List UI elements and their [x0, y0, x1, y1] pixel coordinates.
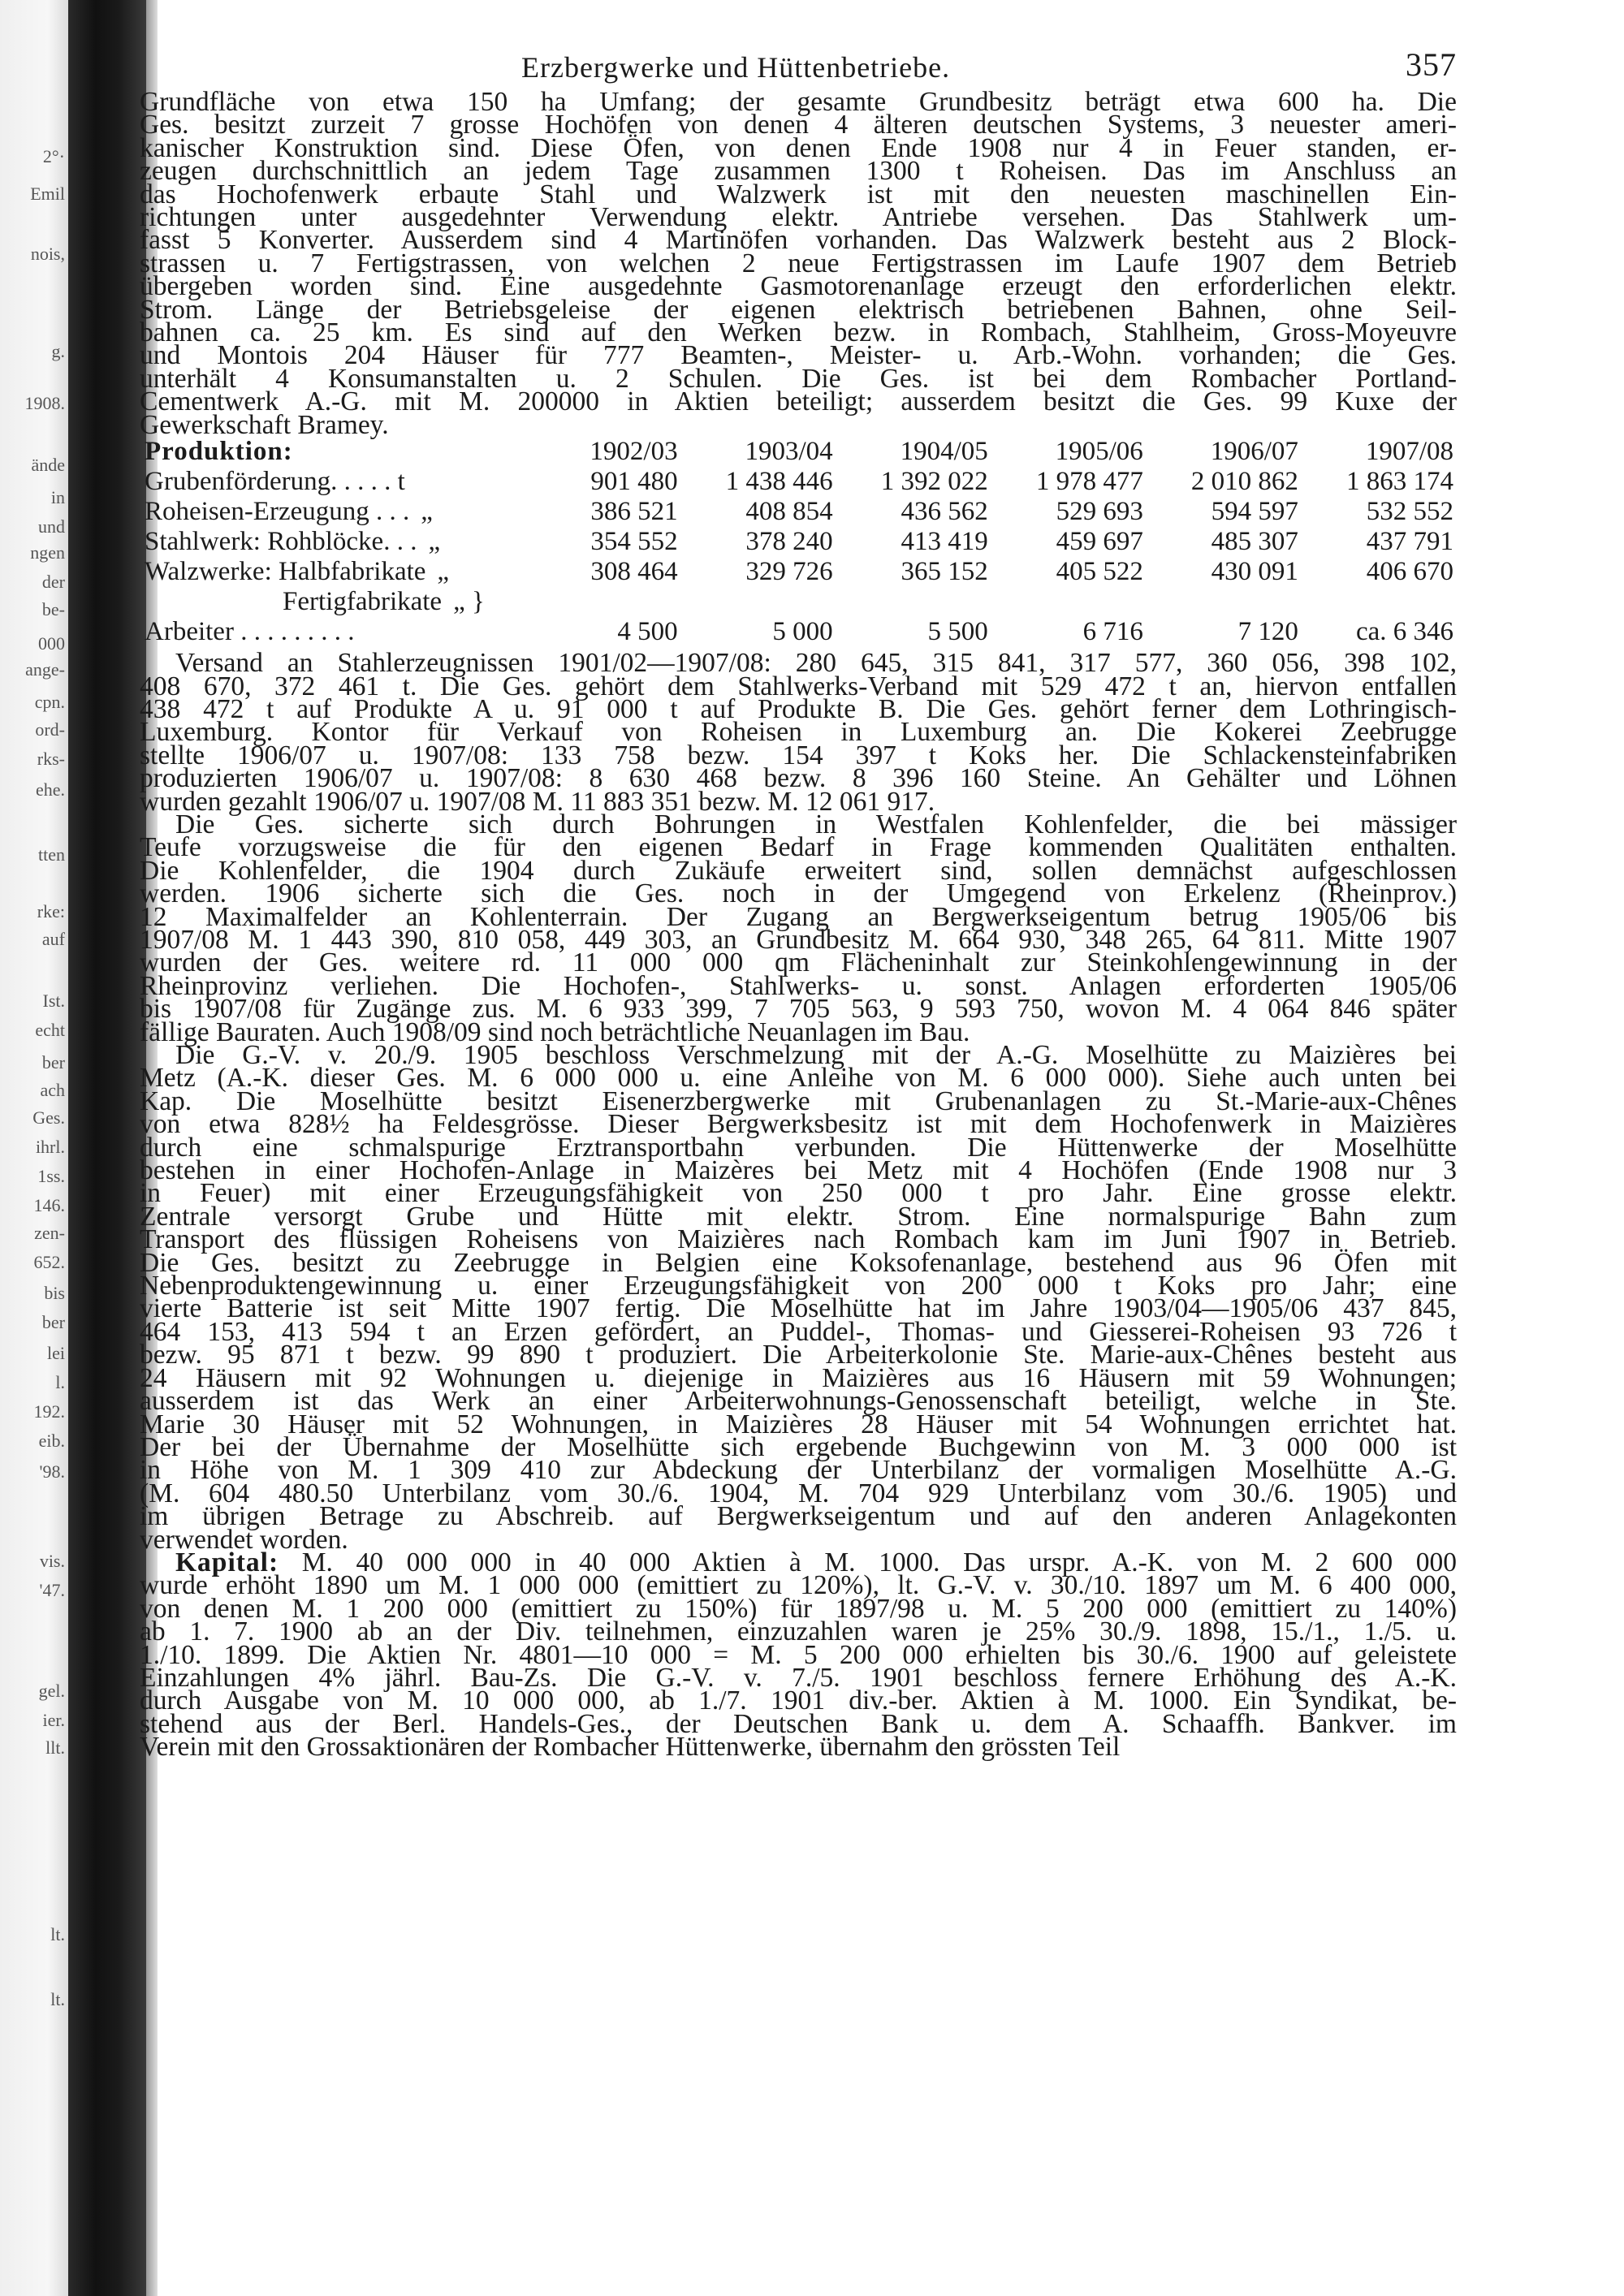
production-value: [551, 587, 678, 617]
text-line: 408 670, 372 461 t. Die Ges. gehört dem Stahlwerks-Verband mit 529 472 t an, hiervon entfallen: [140, 671, 1457, 701]
text-line: Strom. Länge der Betriebsgeleise der eigenen elektrisch betriebenen Bahnen, ohne Seil-: [140, 294, 1457, 325]
production-row-label: [145, 497, 551, 527]
text-line: wurde erhöht 1890 um M. 1 000 000 (emittiert zu 120%), lt. G.-V. v. 30./10. 1897 um M. 6 400 000,: [140, 1570, 1457, 1601]
margin-fragment: ach: [40, 1080, 65, 1100]
text-line: stellte 1906/07 u. 1907/08: 133 758 bezw. 154 397 t Koks her. Die Schlackensteinfabriken: [140, 740, 1457, 770]
text-line: das Hochofenwerk erbaute Stahl und Walzwerk ist mit den neuesten maschinellen Ein-: [140, 179, 1457, 209]
text-line: Die Kohlenfelder, die 1904 durch Zukäufe erweitert sind, sollen demnächst aufgeschlossen: [140, 855, 1457, 886]
production-row-label: [145, 527, 551, 557]
margin-fragment: '98.: [39, 1461, 65, 1482]
margin-fragment: ier.: [42, 1710, 65, 1730]
text-line: verwendet worden.: [140, 1524, 348, 1555]
row-unit: „ }: [453, 587, 485, 617]
book-page: [140, 32, 1457, 2273]
margin-fragment: nois,: [30, 244, 65, 264]
text-line: in Höhe von M. 1 309 410 zur Abdeckung der Unterbilanz der vormaligen Moselhütte A.-G.: [140, 1455, 1457, 1486]
text-line: von etwa 828½ ha Feldesgrösse. Dieser Bergwerksbesitz ist mit dem Hochofenwerk in Maizières: [140, 1109, 1457, 1140]
row-label-text: Walzwerke: Halbfabrikate: [145, 557, 426, 587]
margin-fragment: l.: [55, 1372, 65, 1392]
margin-fragment: ngen: [30, 542, 65, 563]
row-unit: „: [421, 497, 433, 527]
text-line: Die G.-V. v. 20./9. 1905 beschloss Verschmelzung mit der A.-G. Moselhütte zu Maizières bei: [175, 1040, 1457, 1070]
text-line: Transport des flüssigen Roheisens von Maizières nach Rombach kam im Juni 1907 in Betrieb.: [140, 1224, 1457, 1255]
margin-fragment: cpn.: [34, 692, 65, 712]
text-line: richtungen unter ausgedehnter Verwendung elektr. Antriebe versehen. Das Stahlwerk um-: [140, 202, 1457, 233]
production-row: [145, 497, 1453, 527]
text-line: Marie 30 Häuser mit 52 Wohnungen, in Maizières 28 Häuser mit 54 Wohnungen errichtet hat.: [140, 1409, 1457, 1439]
text-line: produzierten 1906/07 u. 1907/08: 8 630 468 bezw. 8 396 160 Steine. An Gehälter und Löhnen: [140, 763, 1457, 794]
production-value: [833, 587, 988, 617]
production-table-body: [145, 467, 1453, 647]
margin-fragment: gel.: [38, 1681, 65, 1701]
margin-fragment: ber: [41, 1312, 65, 1332]
production-value: [1143, 587, 1298, 617]
production-value: 5 000: [772, 617, 833, 647]
text-line: vierte Batterie ist seit Mitte 1907 fertig. Die Moselhütte hat im Jahre 1903/04—1905/06 437 845,: [140, 1293, 1457, 1324]
production-value: 378 240: [745, 527, 833, 557]
row-label-text: Grubenförderung. . . . . t: [145, 467, 405, 497]
text-line: wurden der Ges. weitere rd. 11 000 000 qm Flächeninhalt zur Steinkohlengewinnung in der: [140, 947, 1457, 978]
text-line: und Montois 204 Häuser für 777 Beamten-, Meister- u. Arb.-Wohn. vorhanden; die Ges.: [140, 340, 1457, 371]
margin-fragment: bis: [44, 1283, 65, 1303]
text-line: unterhält 4 Konsumanstalten u. 2 Schulen. Die Ges. ist bei dem Rombacher Portland-: [140, 363, 1457, 394]
production-row-label: [145, 617, 551, 647]
production-table-header: [145, 437, 1453, 467]
production-row: [145, 467, 1453, 497]
paragraph-shipments: [140, 648, 1457, 817]
text-line: übergeben worden sind. Eine ausgedehnte Gasmotorenanlage erzeugt den erforderlichen elektr.: [140, 271, 1457, 302]
production-value: [1298, 587, 1453, 617]
row-unit: „: [428, 527, 441, 557]
production-value: 406 670: [1366, 557, 1453, 587]
margin-fragment: vis.: [39, 1551, 65, 1571]
text-line: bestehen in einer Hochofen-Anlage in Maizères bei Metz mit 4 Hochöfen (Ende 1908 nur 3: [140, 1155, 1457, 1186]
page-title: Erzbergwerke und Hüttenbetriebe.: [521, 51, 951, 84]
margin-fragment: 192.: [33, 1401, 65, 1422]
production-value: 7 120: [1237, 617, 1298, 647]
production-value: 436 562: [901, 497, 988, 527]
text-line: kanischer Konstruktion sind. Diese Öfen, von denen Ende 1908 nur 4 in Feuer standen, er-: [140, 132, 1457, 163]
margin-fragment: ehe.: [35, 779, 65, 800]
production-value: 6 716: [1082, 617, 1143, 647]
production-value: 532 552: [1366, 497, 1453, 527]
production-row: [145, 587, 1453, 617]
text-line: Kap. Die Moselhütte besitzt Eisenerzbergwerke mit Grubenanlagen zu St.-Marie-aux-Chênes: [140, 1085, 1457, 1116]
text-line: ausserdem ist das Werk an einer Arbeiterwohnungs-Genossenschaft beteiligt, welche in Ste.: [140, 1386, 1457, 1417]
text-line: im übrigen Betrage zu Abschreib. auf Bergwerkseigentum und auf den anderen Anlagekonten: [140, 1501, 1457, 1532]
margin-fragment: der: [41, 572, 65, 592]
margin-fragment: ange-: [25, 659, 65, 680]
production-value: [988, 587, 1143, 617]
text-line: bis 1907/08 für Zugänge zus. M. 6 933 399, 7 705 563, 9 593 750, wovon M. 4 064 846 später: [140, 994, 1457, 1025]
text-line: werden. 1906 sicherte sich die Ges. noch in der Umgegend von Erkelenz (Rheinprov.): [140, 878, 1457, 909]
production-value: 459 697: [1056, 527, 1143, 557]
production-value: 485 307: [1211, 527, 1298, 557]
row-label-text: Arbeiter . . . . . . . . .: [145, 617, 355, 647]
production-value: ca. 6 346: [1355, 617, 1453, 647]
text-line: bahnen ca. 25 km. Es sind auf den Werken bezw. in Rombach, Stahlheim, Gross-Moyeuvre: [140, 317, 1457, 348]
margin-fragment: 2°·: [42, 146, 65, 166]
margin-fragment: rks-: [37, 749, 65, 769]
text-line: (M. 604 480.50 Unterbilanz vom 30./6. 1904, M. 704 929 Unterbilanz vom 30./6. 1905) und: [140, 1478, 1457, 1508]
production-value: 4 500: [617, 617, 678, 647]
year-column-header: 1903/04: [745, 437, 833, 467]
margin-fragment: lei: [47, 1343, 65, 1363]
margin-fragment: 652.: [33, 1252, 65, 1272]
text-line: fällige Bauraten. Auch 1908/09 sind noch beträchtliche Neuanlagen im Bau.: [140, 1016, 970, 1047]
text-line: Die Ges. besitzt zu Zeebrugge in Belgien eine Koksofenanlage, bestehend aus 96 Öfen mit: [140, 1247, 1457, 1278]
text-line: Ges. besitzt zurzeit 7 grosse Hochöfen von denen 4 älteren deutschen Systems, 3 neuester ameri-: [140, 110, 1457, 140]
capital-label: Kapital:: [175, 1547, 279, 1577]
margin-fragment: Ges.: [32, 1107, 65, 1128]
margin-fragment: 1ss.: [37, 1166, 65, 1186]
margin-fragment: ände: [31, 455, 65, 475]
text-line: Rheinprovinz verliehen. Die Hochofen-, Stahlwerks- u. sonst. Anlagen erforderten 1905/06: [140, 970, 1457, 1001]
page-number: 357: [1406, 46, 1457, 83]
year-column-header: 1905/06: [1055, 437, 1143, 467]
text-line: Zentrale versorgt Grube und Hütte mit elektr. Strom. Eine normalspurige Bahn zum: [140, 1201, 1457, 1232]
production-value: 413 419: [901, 527, 988, 557]
margin-fragment: lt.: [50, 1989, 65, 2009]
production-heading: Produktion:: [145, 437, 293, 467]
text-line: strassen u. 7 Fertigstrassen, von welchen 2 neue Fertigstrassen im Laufe 1907 dem Betrieb: [140, 248, 1457, 278]
row-label-text: Fertigfabrikate: [283, 587, 443, 617]
text-line: bezw. 95 871 t bezw. 99 890 t produziert. Die Arbeiterkolonie Ste. Marie-aux-Chênes besteht aus: [140, 1340, 1457, 1370]
production-value: 329 726: [745, 557, 833, 587]
production-value: 2 010 862: [1190, 467, 1298, 497]
production-table: [145, 437, 1453, 647]
year-column-header: 1904/05: [900, 437, 988, 467]
margin-fragment: zen-: [34, 1223, 65, 1243]
margin-fragment: ber: [41, 1052, 65, 1072]
production-value: 405 522: [1056, 557, 1143, 587]
production-value: 308 464: [590, 557, 678, 587]
production-value: 901 480: [590, 467, 678, 497]
production-value: [678, 587, 833, 617]
text-line: Nebenproduktengewinnung u. einer Erzeugungsfähigkeit von 200 000 t Koks pro Jahr; eine: [140, 1271, 1457, 1301]
production-row: [145, 617, 1453, 647]
paragraph-capital: [140, 1547, 1457, 1763]
margin-fragment: 1908.: [24, 393, 65, 413]
production-value: 5 500: [927, 617, 988, 647]
production-value: 365 152: [901, 557, 988, 587]
text-line: Einzahlungen 4% jährl. Bau-Zs. Die G.-V. v. 7./5. 1901 beschloss fernere Erhöhung des A.-K.: [140, 1662, 1457, 1693]
text-line: 438 472 t auf Produkte A u. 91 000 t auf Produkte B. Die Ges. gehört ferner dem Lothringisch-: [140, 693, 1457, 724]
year-column-header: 1906/07: [1210, 437, 1298, 467]
margin-fragment: lt.: [50, 1924, 65, 1944]
text-line: Grundfläche von etwa 150 ha Umfang; der gesamte Grundbesitz beträgt etwa 600 ha. Die: [140, 87, 1457, 117]
margin-fragment: Ist.: [42, 990, 65, 1011]
production-value: 430 091: [1211, 557, 1298, 587]
text-line: stehend aus der Berl. Handels-Ges., der Deutschen Bank u. dem A. Schaaffh. Bankver. im: [140, 1708, 1457, 1739]
margin-fragment: llt.: [45, 1737, 65, 1758]
paragraph-plant-description: [140, 87, 1457, 440]
previous-page-edge: [0, 0, 68, 2296]
text-line: 1907/08 M. 1 443 390, 810 058, 449 303, an Grundbesitz M. 664 930, 348 265, 64 811. Mitte 1907: [140, 924, 1457, 955]
text-line: von denen M. 1 200 000 (emittiert zu 150%) für 1897/98 u. M. 5 200 000 (emittiert zu 140%): [140, 1593, 1457, 1624]
production-value: 1 392 022: [880, 467, 988, 497]
text-line: Verein mit den Grossaktionären der Rombacher Hüttenwerke, übernahm den grössten Teil: [140, 1732, 1121, 1763]
production-value: 1 438 446: [725, 467, 833, 497]
text-line: 12 Maximalfelder an Kohlenterrain. Der Zugang an Bergwerkseigentum betrug 1905/06 bis: [140, 901, 1457, 932]
margin-fragment: be-: [41, 599, 65, 619]
production-value: 1 863 174: [1346, 467, 1453, 497]
text-line: zeugen durchschnittlich an jedem Tage zusammen 1300 t Roheisen. Das im Anschluss an: [140, 156, 1457, 187]
margin-fragment: ihrl.: [35, 1137, 65, 1157]
margin-fragment: 146.: [33, 1195, 65, 1215]
year-column-header: 1902/03: [590, 437, 678, 467]
production-value: 437 791: [1366, 527, 1453, 557]
production-row: [145, 527, 1453, 557]
margin-fragment: 000: [38, 633, 65, 654]
production-row-label: [145, 587, 551, 617]
margin-fragment: echt: [35, 1020, 65, 1040]
margin-fragment: Emil: [30, 183, 65, 204]
production-value: 1 978 477: [1035, 467, 1143, 497]
production-row-label: [145, 467, 551, 497]
text-line: 24 Häusern mit 92 Wohnungen u. diejenige in Maizières aus 16 Häusern mit 59 Wohnungen;: [140, 1362, 1457, 1393]
text-line: Metz (A.-K. dieser Ges. M. 6 000 000 u. eine Anleihe von M. 6 000 000). Siehe auch unten bei: [140, 1063, 1457, 1094]
paragraph-coal-fields: [140, 809, 1457, 1047]
production-value: 386 521: [590, 497, 678, 527]
text-line: fasst 5 Konverter. Ausserdem sind 4 Martinöfen vorhanden. Das Walzwerk besteht aus 2 Block-: [140, 225, 1457, 256]
margin-fragment: in: [50, 487, 65, 507]
text-line: Gewerkschaft Bramey.: [140, 409, 389, 440]
running-header: [140, 32, 1457, 91]
text-line: 1./10. 1899. Die Aktien Nr. 4801—10 000 = M. 5 200 000 erhielten bis 30./6. 1900 auf geleistete: [140, 1639, 1457, 1670]
margin-fragment: und: [38, 516, 65, 537]
capital-text: M. 40 000 000 in 40 000 Aktien à M. 1000. Das urspr. A.-K. von M. 2 600 000: [279, 1547, 1457, 1577]
margin-fragment: rke:: [37, 901, 65, 921]
paragraph-merger-moselhuette: [140, 1040, 1457, 1555]
text-line: Teufe vorzugsweise die für den eigenen Bedarf in Frage kommenden Qualitäten enthalten.: [140, 832, 1457, 863]
text-line: ab 1. 7. 1900 ab an der Div. teilnehmen, einzuzahlen waren je 25% 30./9. 1898, 15./1., 1./5. u.: [140, 1616, 1457, 1647]
margin-fragment: auf: [41, 929, 65, 949]
text-line: Die Ges. sicherte sich durch Bohrungen in Westfalen Kohlenfelder, die bei mässiger: [175, 809, 1457, 839]
production-value: 529 693: [1056, 497, 1143, 527]
text-line: durch eine schmalspurige Erztransportbahn verbunden. Die Hüttenwerke der Moselhütte: [140, 1132, 1457, 1163]
text-line: Versand an Stahlerzeugnissen 1901/02—1907/08: 280 645, 315 841, 317 577, 360 056, 398 102,: [175, 648, 1457, 679]
text-line: 464 153, 413 594 t an Erzen gefördert, an Puddel-, Thomas- und Giesserei-Roheisen 93 726 t: [140, 1316, 1457, 1347]
margin-fragment: g.: [51, 341, 65, 361]
production-value: 354 552: [590, 527, 678, 557]
year-column-header: 1907/08: [1365, 437, 1453, 467]
text-line: Luxemburg. Kontor für Verkauf von Roheisen in Luxemburg an. Die Kokerei Zeebrugge: [140, 717, 1457, 748]
text-line: durch Ausgabe von M. 10 000 000, ab 1./7. 1901 div.-ber. Aktien à M. 1000. Ein Syndikat, be-: [140, 1685, 1457, 1716]
margin-fragment: ord-: [35, 719, 65, 740]
row-label-text: Roheisen-Erzeugung . . .: [145, 497, 410, 527]
production-value: 594 597: [1211, 497, 1298, 527]
production-row: [145, 557, 1453, 587]
text-line: Der bei der Übernahme der Moselhütte sich ergebende Buchgewinn von M. 3 000 000 ist: [140, 1431, 1457, 1462]
row-unit: „: [437, 557, 450, 587]
text-line: Cementwerk A.-G. mit M. 200000 in Aktien beteiligt; ausserdem besitzt die Ges. 99 Kuxe der: [140, 386, 1457, 417]
book-spine-shadow: [68, 0, 146, 2296]
margin-fragment: eib.: [38, 1431, 65, 1451]
row-label-text: Stahlwerk: Rohblöcke. . .: [145, 527, 417, 557]
margin-fragment: tten: [38, 844, 65, 865]
text-line: wurden gezahlt 1906/07 u. 1907/08 M. 11 883 351 bezw. M. 12 061 917.: [140, 786, 935, 817]
production-value: 408 854: [745, 497, 833, 527]
text-line: in Feuer) mit einer Erzeugungsfähigkeit von 250 000 t pro Jahr. Eine grosse elektr.: [140, 1178, 1457, 1209]
margin-fragment: '47.: [39, 1580, 65, 1600]
production-row-label: [145, 557, 551, 587]
